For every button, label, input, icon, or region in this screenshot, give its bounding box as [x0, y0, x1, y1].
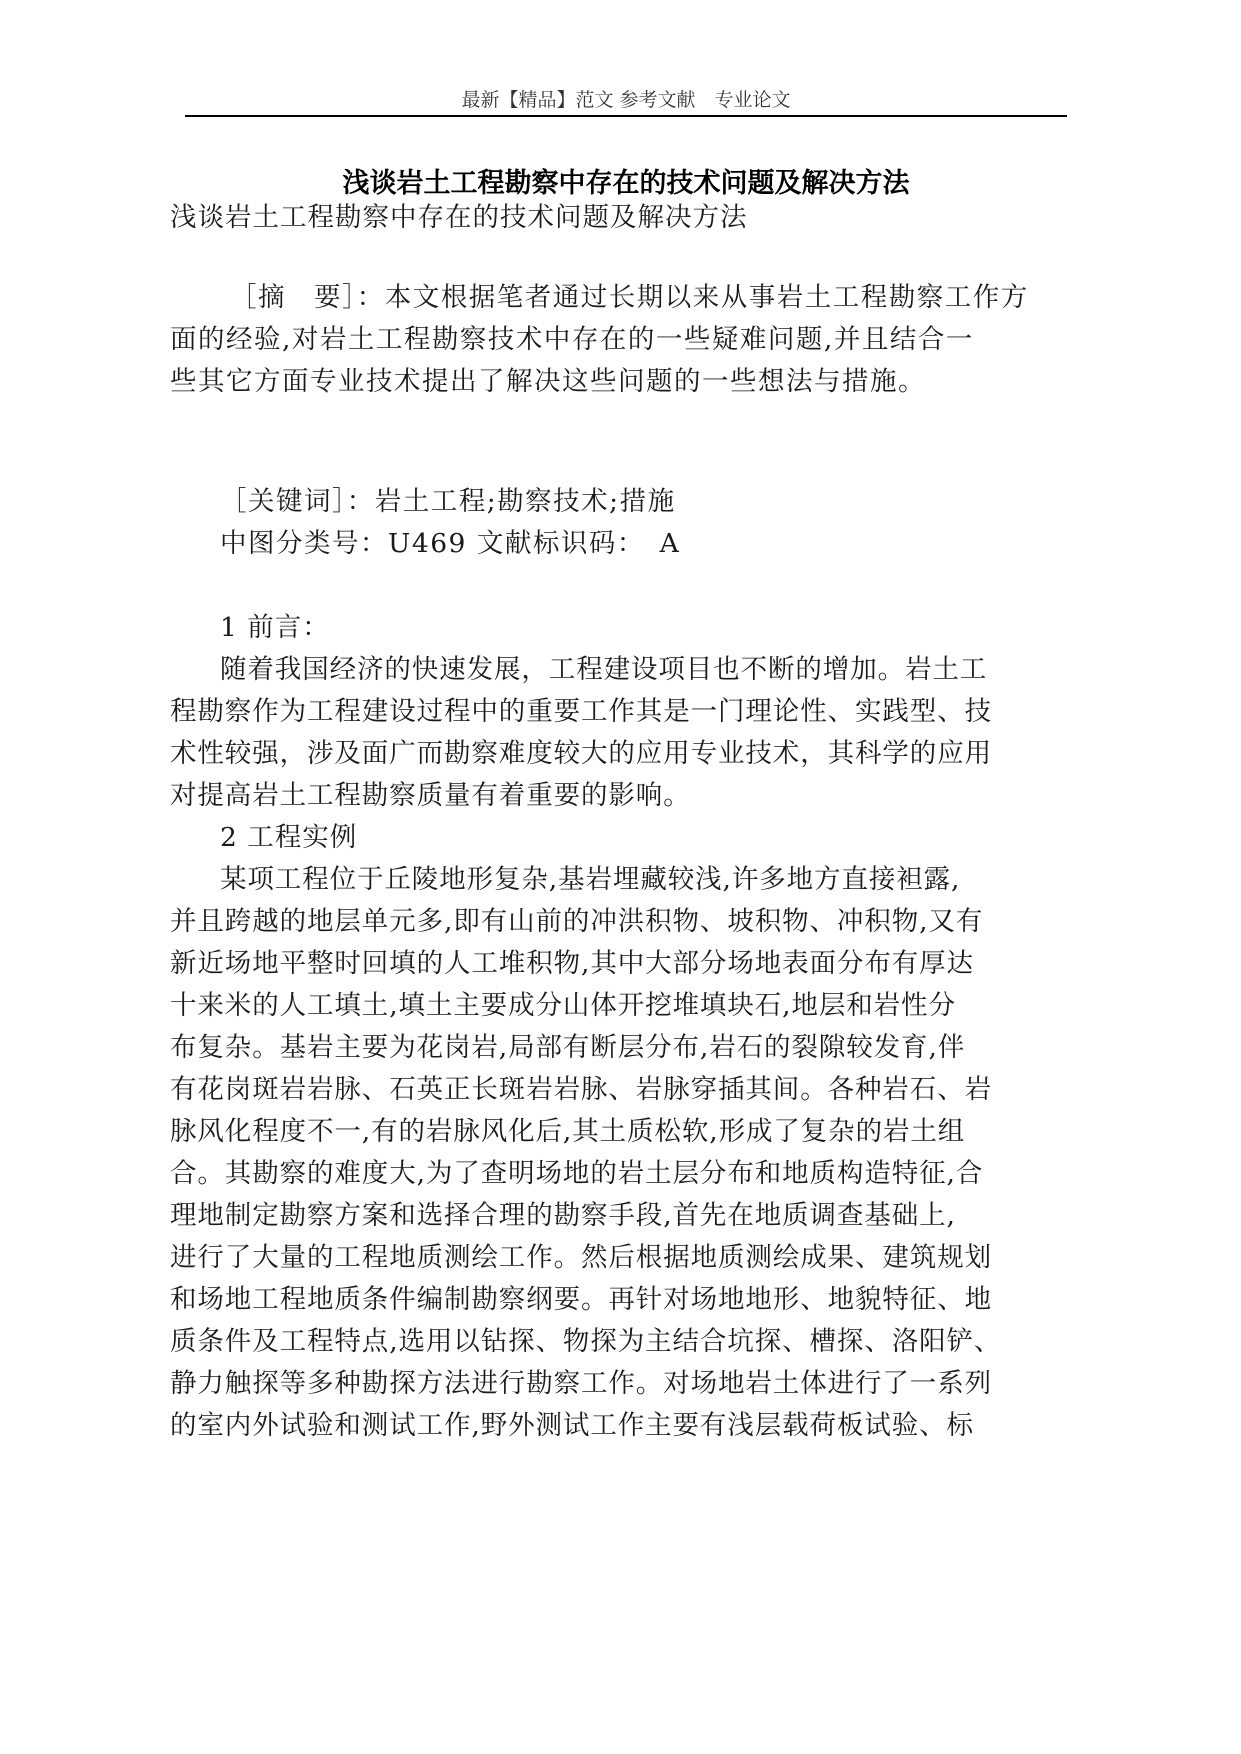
document-title: 浅谈岩土工程勘察中存在的技术问题及解决方法 — [342, 168, 910, 199]
section-heading: 1 前言： — [220, 612, 330, 643]
document-subtitle: 浅谈岩土工程勘察中存在的技术问题及解决方法 — [170, 202, 748, 233]
paragraph-line: 脉风化程度不一,有的岩脉风化后,其土质松软,形成了复杂的岩土组 — [170, 1116, 966, 1147]
paragraph-line: 静力触探等多种勘探方法进行勘察工作。对场地岩土体进行了一系列 — [170, 1368, 992, 1399]
section-heading: 2 工程实例 — [220, 822, 358, 853]
paragraph-line: 理地制定勘察方案和选择合理的勘察手段,首先在地质调查基础上, — [170, 1200, 956, 1231]
paragraph-line: 术性较强，涉及面广而勘察难度较大的应用专业技术，其科学的应用 — [170, 738, 992, 769]
abstract-line: ［摘 要］：本文根据笔者通过长期以来从事岩土工程勘察工作方 — [230, 282, 1029, 313]
paragraph-line: 进行了大量的工程地质测绘工作。然后根据地质测绘成果、建筑规划 — [170, 1242, 992, 1273]
paragraph-line: 程勘察作为工程建设过程中的重要工作其是一门理论性、实践型、技 — [170, 696, 992, 727]
paragraph-line: 十来米的人工填土,填土主要成分山体开挖堆填块石,地层和岩性分 — [170, 990, 956, 1021]
page-header: 最新【精品】范文 参考文献 专业论文 — [461, 89, 791, 111]
paragraph-line: 随着我国经济的快速发展，工程建设项目也不断的增加。岩土工 — [220, 654, 988, 685]
paragraph-line: 某项工程位于丘陵地形复杂,基岩埋藏较浅,许多地方直接袒露, — [220, 864, 961, 895]
paragraph-line: 和场地工程地质条件编制勘察纲要。再针对场地地形、地貌特征、地 — [170, 1284, 992, 1315]
keywords-line: ［关键词］：岩土工程;勘察技术;措施 — [220, 486, 676, 517]
paragraph-line: 布复杂。基岩主要为花岗岩,局部有断层分布,岩石的裂隙较发育,伴 — [170, 1032, 966, 1063]
paragraph-line: 质条件及工程特点,选用以钻探、物探为主结合坑探、槽探、洛阳铲、 — [170, 1326, 1002, 1357]
abstract-line: 些其它方面专业技术提出了解决这些问题的一些想法与措施。 — [170, 366, 926, 397]
paragraph-line: 有花岗斑岩岩脉、石英正长斑岩岩脉、岩脉穿插其间。各种岩石、岩 — [170, 1074, 992, 1105]
paragraph-line: 的室内外试验和测试工作,野外测试工作主要有浅层载荷板试验、标 — [170, 1410, 974, 1441]
paragraph-line: 对提高岩土工程勘察质量有着重要的影响。 — [170, 780, 691, 811]
abstract-line: 面的经验,对岩土工程勘察技术中存在的一些疑难问题,并且结合一 — [170, 324, 974, 355]
paragraph-line: 并且跨越的地层单元多,即有山前的冲洪积物、坡积物、冲积物,又有 — [170, 906, 984, 937]
paragraph-line: 新近场地平整时回填的人工堆积物,其中大部分场地表面分布有厚达 — [170, 948, 974, 979]
paragraph-line: 合。其勘察的难度大,为了查明场地的岩土层分布和地质构造特征,合 — [170, 1158, 984, 1189]
classification-line: 中图分类号：U469 文献标识码： A — [220, 528, 681, 559]
